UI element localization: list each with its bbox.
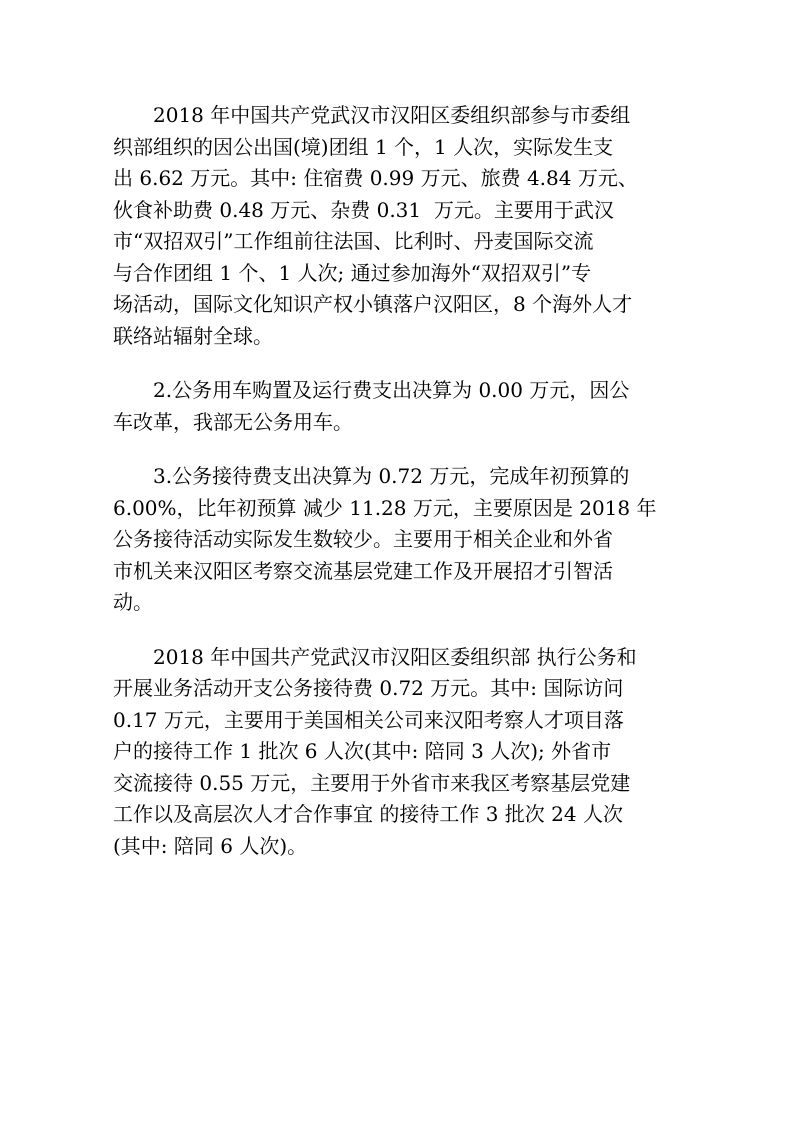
paragraph-overseas-travel (113, 100, 693, 352)
text-line: 场活动，国际文化知识产权小镇落户汉阳区，8 个海外人才 (113, 292, 633, 316)
paragraph-official-vehicles (113, 375, 693, 438)
text-line: 2.公务用车购置及运行费支出决算为 0.00 万元，因公 (153, 378, 630, 402)
text-line: 3.公务接待费支出决算为 0.72 万元，完成年初预算的 (153, 464, 630, 488)
text-line: 0.17 万元，主要用于美国相关公司来汉阳考察人才项目落 (113, 707, 624, 732)
text-line: 联络站辐射全球。 (113, 323, 273, 348)
text-line: 交流接待 0.55 万元，主要用于外省市来我区考察基层党建 (113, 770, 631, 795)
document-body (113, 100, 693, 885)
text-line: 市机关来汉阳区考察交流基层党建工作及开展招才引智活 (113, 558, 613, 583)
text-line: (其中: 陪同 6 人次)。 (113, 833, 308, 858)
text-line: 出 6.62 万元。其中: 住宿费 0.99 万元、旅费 4.84 万元、 (113, 166, 638, 190)
text-line: 2018 年中国共产党武汉市汉阳区委组织部参与市委组 (153, 103, 631, 127)
text-line: 公务接待活动实际发生数较少。主要用于相关企业和外省 (113, 527, 613, 551)
text-line: 工作以及高层次人才合作事宜 的接待工作 3 批次 24 人次 (113, 802, 623, 826)
text-line: 伙食补助费 0.48 万元、杂费 0.31 万元。主要用于武汉 (113, 197, 614, 222)
text-line: 开展业务活动开支公务接待费 0.72 万元。其中: 国际访问 (113, 676, 624, 700)
text-line: 织部组织的因公出国(境)团组 1 个，1 人次，实际发生支 (113, 134, 614, 159)
text-line: 车改革，我部无公务用车。 (113, 409, 353, 434)
text-line: 2018 年中国共产党武汉市汉阳区委组织部 执行公务和 (153, 644, 637, 669)
text-line: 市“双招双引”工作组前往法国、比利时、丹麦国际交流 (113, 229, 594, 253)
text-line: 与合作团组 1 个、1 人次; 通过参加海外“双招双引”专 (113, 260, 592, 285)
text-line: 动。 (113, 590, 153, 614)
text-line: 6.00%，比年初预算 减少 11.28 万元，主要原因是 2018 年 (113, 495, 657, 520)
paragraph-reception-details (113, 642, 693, 863)
text-line: 户的接待工作 1 批次 6 人次(其中: 陪同 3 人次); 外省市 (113, 739, 612, 763)
paragraph-official-reception (113, 461, 693, 619)
